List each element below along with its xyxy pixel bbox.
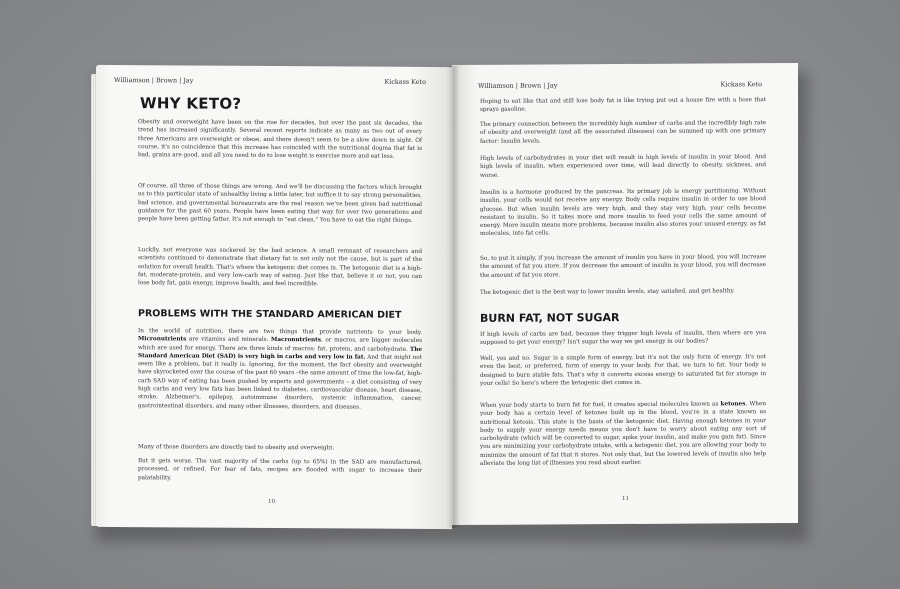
sad-paragraph-1: In the world of nutrition, there are two things that provide nutrients to your body. Micronutrients are vitamins and minerals. Macronutrients, or macros, are bigger molecules which are used for energy. There are three kinds of macros: fat, protein, and carbohydrate. The Standard American Diet (SAD) is very high in carbs and very low in fat. And that might not seem like a problem, but it really is. Ignoring, for the moment, the fact obesity and overweight have skyrocketed over the course of the past 60 years –the same amount of time the low-fat, high-carb SAD way of eating has been pushed by experts and governments – a diet consisting of very high carbs and very low fats has been linked to diabetes, cardiovascular disease, heart disease, stroke, Alzheimer's, epilepsy, autoimmune disorders, systemic inflammation, cancer, gastrointestinal disorders, and many other illnesses, disorders, and diseases.: [138, 328, 423, 411]
right-page: [452, 63, 798, 525]
left-page: [96, 65, 452, 529]
intro-paragraph-3: Luckily, not everyone was suckered by the bad science. A small remnant of researchers and scientists continued to demonstrate that dietary fat is not only not the cause, but is part of the solution for overall health. That's where the ketogenic diet comes in. The ketogenic diet is a high-fat, moderate-protein, and very low-carb way of eating. Just like that, believe it or not, you can lose body fat, gain energy, improve health, and feel incredible.: [138, 247, 422, 288]
right-paragraph-1: Hoping to eat like that and still lose body fat is like trying put out a house fire with a hose that sprays gasoline.: [480, 97, 766, 114]
sad-paragraph-3: But it gets worse. The vast majority of the carbs (up to 65%) in the SAD are manufactured, processed, or refined. For fear of fats, recipes are flooded with sugar to increase their palatability.: [138, 458, 422, 481]
page-title: WHY KETO?: [140, 94, 242, 113]
burn-fat-paragraph-3: When your body starts to burn fat for fuel, it creates special molecules known as ketones. When your body has a certain level of ketones built up in the blood, you're in a state known as nutritional ketosis. This state is the basis of the ketogenic diet. Having enough ketones in your body to supply your energy needs means you don't have to worry about eating any sort of carbohydrate (which will be converted to sugar, spike your insulin, and make you gain fat). Since you are minimizing your carbohydrate intake, with a ketogenic diet, you are allowing your body to minimize the amount of fat that it stores. Not only that, but the lowered levels of insulin also help alleviate the long list of illnesses you read about earlier.: [480, 401, 767, 467]
right-header-book-title: Kickass Keto: [720, 80, 762, 89]
burn-fat-paragraph-1: If high levels of carbs are bad, because they trigger high levels of insulin, then where are you supposed to get your energy? Isn't sugar the way we get energy in our bodies?: [480, 330, 766, 347]
right-paragraph-6: The ketogenic diet is the best way to lower insulin levels, stay satisfied, and get healthy.: [480, 288, 735, 296]
left-header-authors: Williamson | Brown | Jay: [114, 76, 194, 85]
right-header-authors: Williamson | Brown | Jay: [478, 81, 558, 90]
burn-fat-paragraph-2: Well, yes and no. Sugar is a simple form of energy, but it's not the only form of energy. It's not even the best, or preferred, form of energy in your body. For that, we turn to fat. Your body is designed to burn stable fats. That's why it converts excess energy to saturated fat for storage in your cells! So here's where the ketogenic diet comes in.: [480, 354, 766, 387]
right-paragraph-4: Insulin is a hormone produced by the pancreas. Its primary job is energy partitioning. Without insulin, your cells would not receive any energy. Body cells require insulin in order to use blood glucose. But when insulin levels are very high, and they stay very high, your cells become resistant to insulin. So it takes more and more insulin to feed your cells the same amount of energy. More insulin means more problems, because insulin also stores your unused energy, as fat molecules, into fat cells.: [480, 188, 766, 238]
section-heading-burn-fat: BURN FAT, NOT SUGAR: [480, 311, 620, 325]
term-macronutrients: Macronutrients: [271, 337, 321, 344]
right-paragraph-3: High levels of carbohydrates in your diet will result in high levels of insulin in your blood. And high levels of insulin, when experienced over time, will lead directly to obesity, sickness, and worse.: [480, 154, 766, 179]
right-paragraph-2: The primary connection between the incredibly high number of carbs and the incredibly high rate of obesity and overweight (and all the associated illnesses) can be summed up with one primary factor: Insulin levels.: [480, 120, 766, 145]
intro-paragraph-2: Of course, all three of those things are wrong. And we'll be discussing the factors which brought us to this particular state of unhealthy living a little later, but suffice it to say strong personalities, bad science, and governmental bureaucrats are the real reason we've been given bad nutritional guidance for the past 60 years. People have been eating that way for over two generations and people have been getting fatter. It's not enough to "eat clean," You have to eat the right things.: [138, 183, 422, 225]
left-header-book-title: Kickass Keto: [384, 77, 426, 86]
intro-paragraph-1: Obesity and overweight have been on the rise for decades, but over the past six decades, the trend has increased significantly. Several recent reports indicate as many as two out of every three Americans are overweight or obese, and there doesn't seem to be a slow down in sight. Of course, it's no coincidence that this increase has coincided with the nutritional dogma that fat is bad, grains are good, and all you need to do to lose weight is exercise more and eat less.: [138, 119, 422, 160]
sad-bold-statement: The Standard American Diet (SAD) is very high in carbs and very low in fat.: [138, 346, 422, 361]
book-gutter: [446, 66, 460, 528]
term-micronutrients: Micronutrients: [138, 336, 187, 343]
term-ketones: ketones: [720, 401, 746, 408]
section-heading-sad: PROBLEMS WITH THE STANDARD AMERICAN DIET: [138, 308, 402, 321]
sad-paragraph-2: Many of those disorders are directly tied to obesity and overweight.: [138, 444, 335, 452]
page-number-left: 10: [268, 498, 276, 506]
page-number-right: 11: [622, 495, 630, 503]
right-paragraph-5: So, to put it simply, if you increase the amount of insulin you have in your blood, you will increase the amount of fat you store. If you decrease the amount of insulin in your blood, you will decrease the amount of fat you store.: [480, 254, 766, 279]
